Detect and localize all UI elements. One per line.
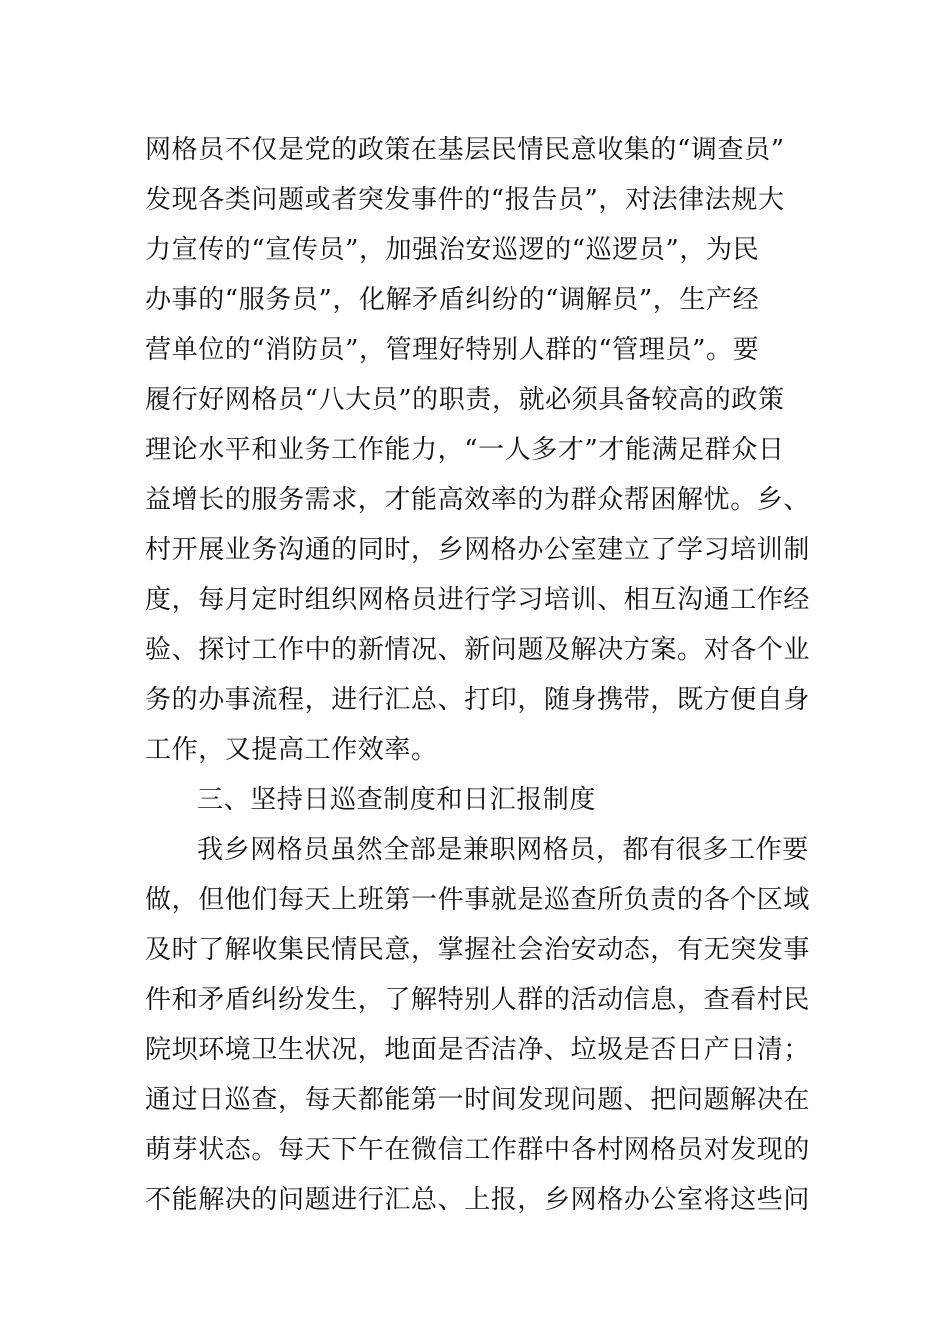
body-text-line: 我乡网格员虽然全部是兼职网格员，都有很多工作要	[197, 835, 809, 865]
body-text-line: 务的办事流程，进行汇总、打印，随身携带，既方便自身	[145, 685, 811, 715]
body-text-line: 做，但他们每天上班第一件事就是巡查所负责的各个区域	[145, 885, 811, 915]
body-text-line: 件和矛盾纠纷发生，了解特别人群的活动信息，查看村民	[145, 985, 811, 1015]
body-text-line: 村开展业务沟通的同时，乡网格办公室建立了学习培训制	[145, 535, 811, 565]
body-text-line: 网格员不仅是党的政策在基层民情民意收集的“调查员”	[145, 135, 785, 165]
body-text-line: 萌芽状态。每天下午在微信工作群中各村网格员对发现的	[145, 1135, 811, 1165]
body-text-line: 通过日巡查，每天都能第一时间发现问题、把问题解决在	[145, 1085, 811, 1115]
body-text-line: 营单位的“消防员”，管理好特别人群的“管理员”。要	[145, 335, 760, 365]
body-text-line: 理论水平和业务工作能力，“一人多才”才能满足群众日	[145, 435, 785, 465]
body-text-line: 力宣传的“宣传员”，加强治安巡逻的“巡逻员”，为民	[145, 235, 760, 265]
body-text-line: 院坝环境卫生状况，地面是否洁净、垃圾是否日产日清；	[145, 1035, 811, 1065]
body-text-line: 验、探讨工作中的新情况、新问题及解决方案。对各个业	[145, 635, 811, 665]
body-text-line: 履行好网格员“八大员”的职责，就必须具备较高的政策	[145, 385, 785, 415]
body-text-line: 及时了解收集民情民意，掌握社会治安动态，有无突发事	[145, 935, 811, 965]
body-text-line: 发现各类问题或者突发事件的“报告员”，对法律法规大	[145, 185, 785, 215]
body-text-line: 不能解决的问题进行汇总、上报，乡网格办公室将这些问	[145, 1185, 811, 1215]
body-text-line: 度，每月定时组织网格员进行学习培训、相互沟通工作经	[145, 585, 811, 615]
body-text-line: 办事的“服务员”，化解矛盾纠纷的“调解员”，生产经	[145, 285, 760, 315]
body-text-line: 益增长的服务需求，才能高效率的为群众帮困解忧。乡、	[145, 485, 811, 515]
body-text-line: 工作，又提高工作效率。	[145, 735, 438, 765]
section-heading: 三、坚持日巡查制度和日汇报制度	[197, 785, 597, 815]
